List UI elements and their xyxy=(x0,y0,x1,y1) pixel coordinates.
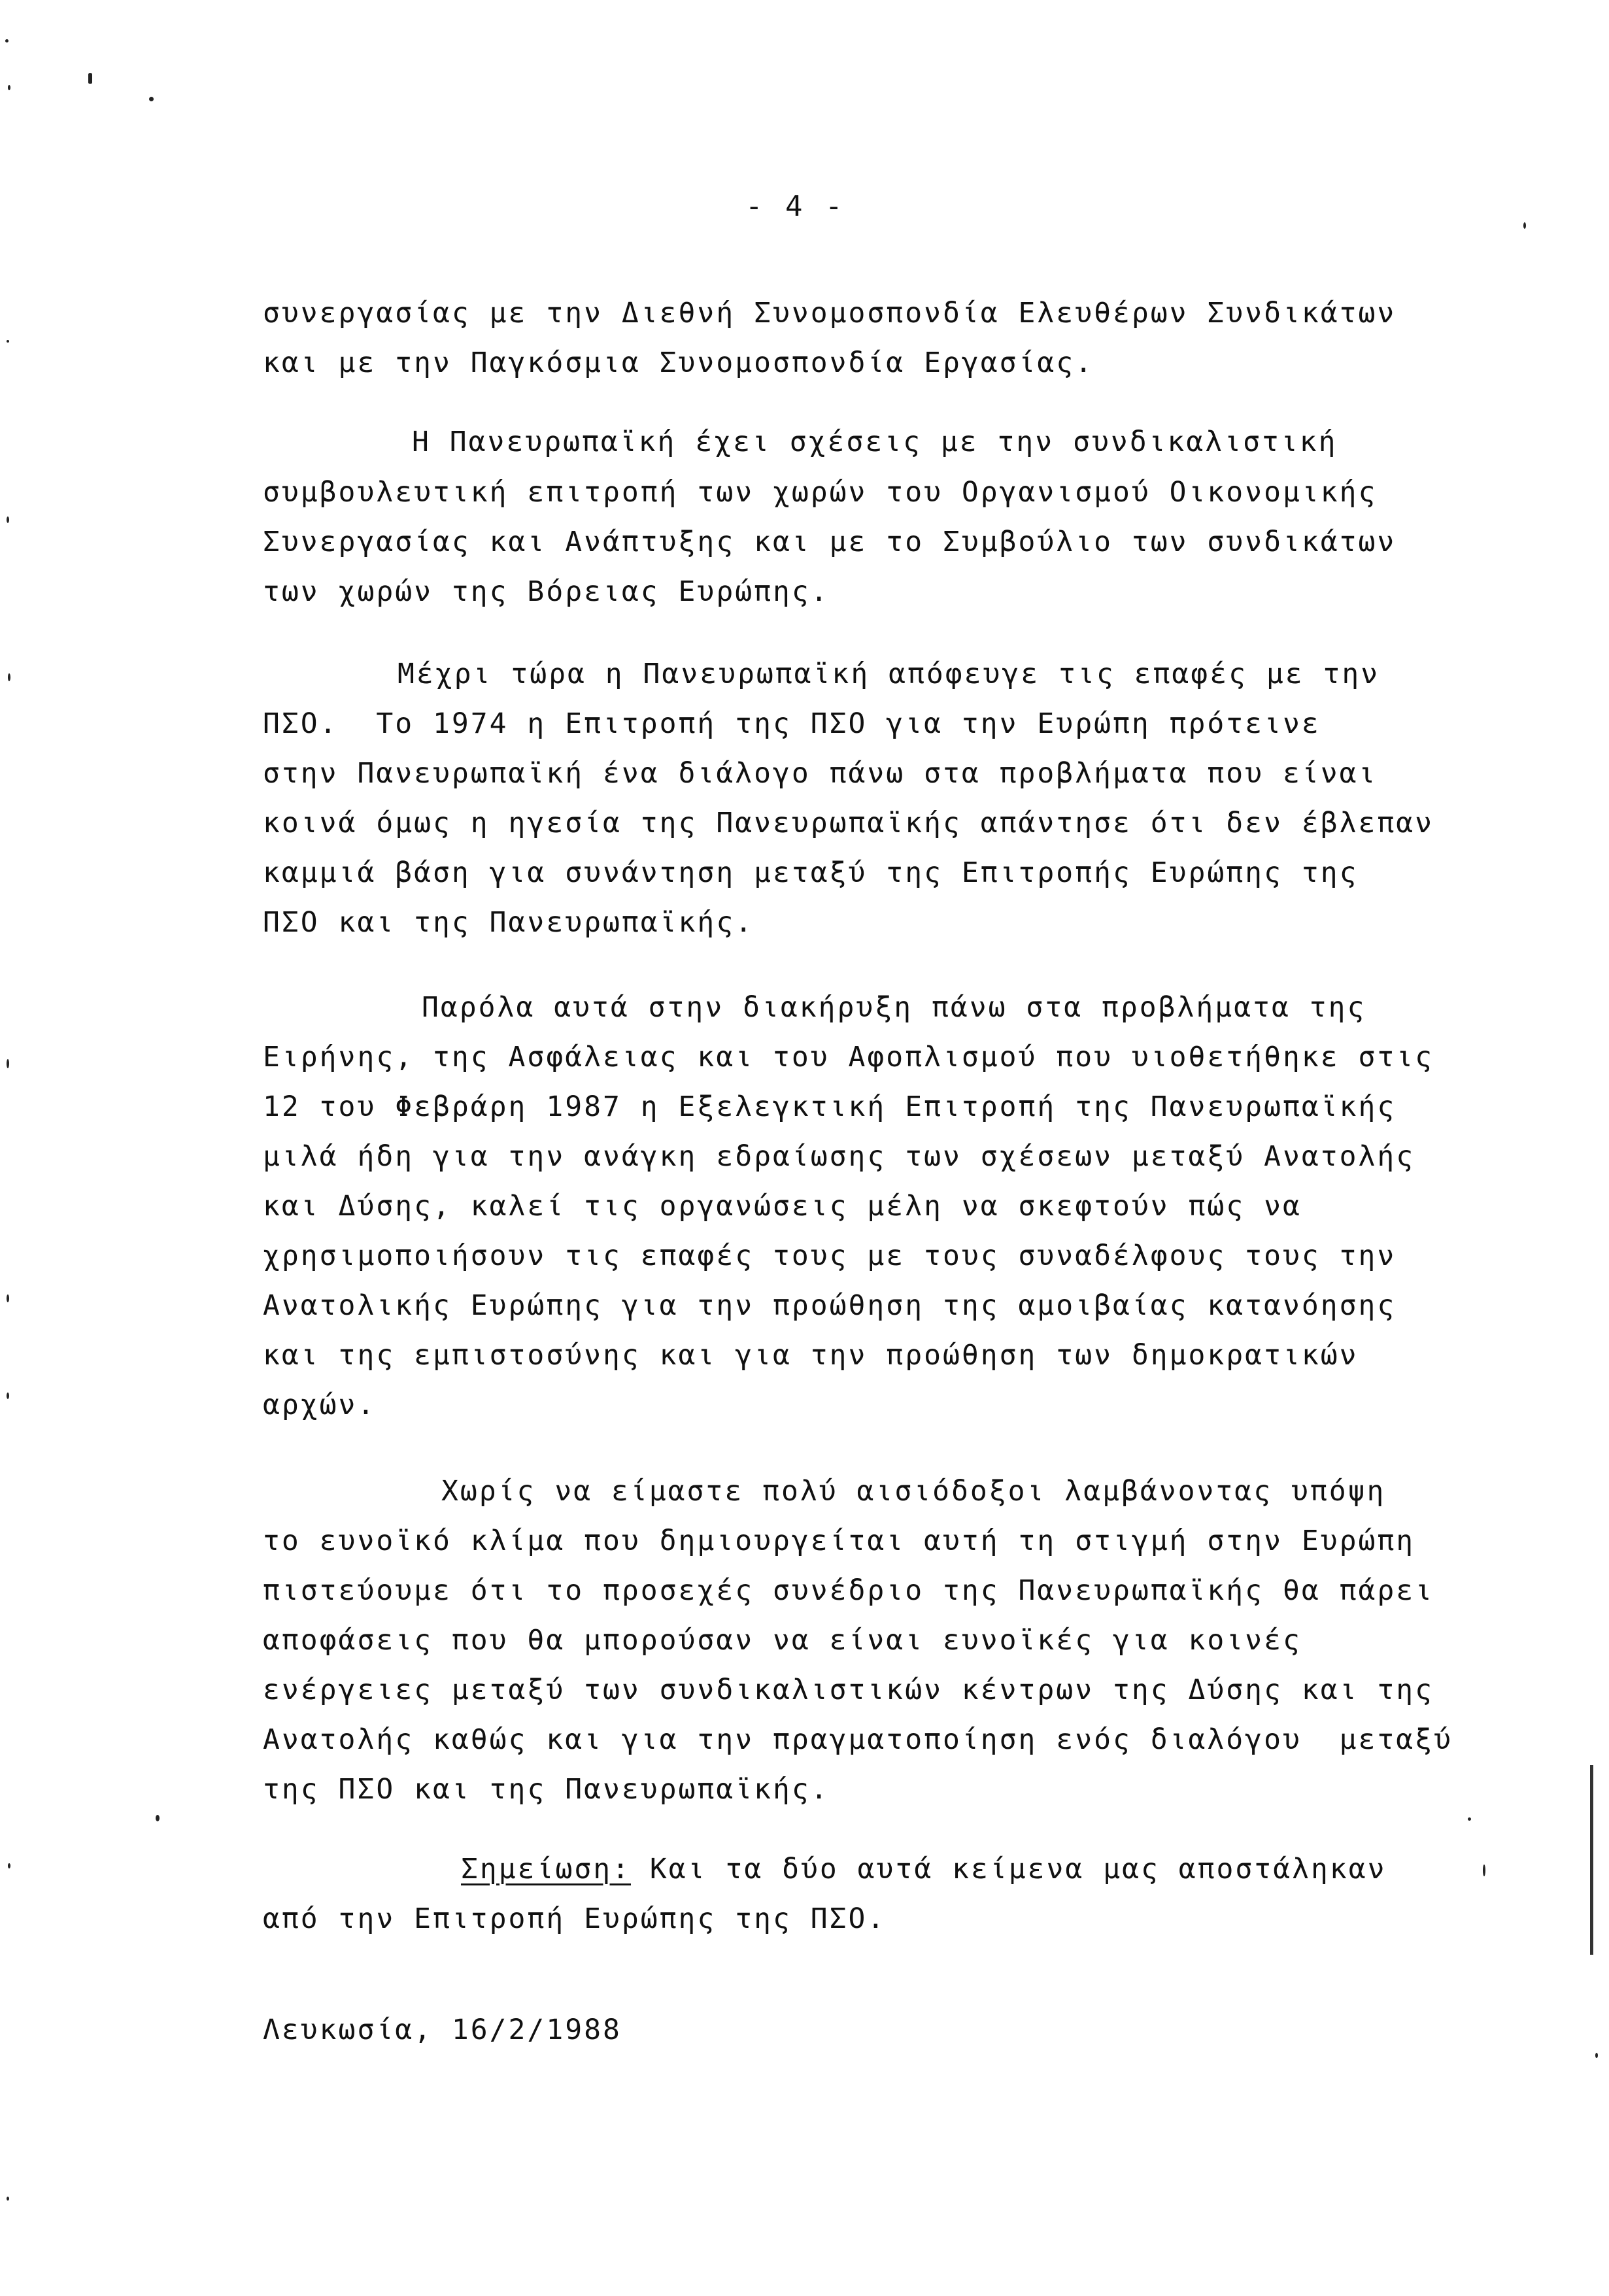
paragraph-4-line-8: και της εμπιστοσύνης και για την προώθηση των δημοκρατικών xyxy=(263,1339,1359,1372)
paragraph-5-line-6: Ανατολής καθώς και για την πραγματοποίηση ενός διαλόγου μεταξύ xyxy=(263,1723,1453,1756)
scan-speck xyxy=(8,673,10,681)
paragraph-2-line-4: των χωρών της Βόρειας Ευρώπης. xyxy=(263,575,830,608)
paragraph-3-line-2: ΠΣΟ. Το 1974 η Επιτροπή της ΠΣΟ για την Ευρώπη πρότεινε xyxy=(263,707,1321,740)
scan-speck xyxy=(88,73,92,84)
paragraph-5-line-3: πιστεύουμε ότι το προσεχές συνέδριο της Πανευρωπαϊκής θα πάρει xyxy=(263,1574,1434,1607)
paragraph-1-line-2: και με την Παγκόσμια Συνομοσπονδία Εργασίας. xyxy=(263,346,1094,379)
scan-speck xyxy=(1483,1865,1485,1876)
scan-speck xyxy=(7,1059,9,1068)
scan-speck xyxy=(7,1294,9,1302)
paragraph-4-line-2: Ειρήνης, της Ασφάλειας και του Αφοπλισμού που υιοθετήθηκε στις xyxy=(263,1041,1434,1073)
scan-speck xyxy=(156,1815,160,1821)
paragraph-3-line-3: στην Πανευρωπαϊκή ένα διάλογο πάνω στα προβλήματα που είναι xyxy=(263,757,1378,790)
paragraph-5-line-5: ενέργειες μεταξύ των συνδικαλιστικών κέντρων της Δύσης και της xyxy=(263,1674,1434,1706)
scan-speck xyxy=(7,1393,9,1399)
scan-speck xyxy=(5,39,8,42)
paragraph-4-line-9: αρχών. xyxy=(263,1389,377,1421)
scan-speck xyxy=(7,340,9,343)
place-date: Λευκωσία, 16/2/1988 xyxy=(263,2014,622,2046)
paragraph-2-line-1: Η Πανευρωπαϊκή έχει σχέσεις με την συνδικαλιστική xyxy=(412,426,1338,458)
scan-speck xyxy=(1523,222,1526,229)
scan-speck xyxy=(8,1863,10,1868)
scan-edge-mark xyxy=(1590,1765,1593,1955)
paragraph-4-line-1: Παρόλα αυτά στην διακήρυξη πάνω στα προβλήματα της xyxy=(422,991,1366,1024)
scan-speck xyxy=(1468,1817,1471,1821)
scan-speck xyxy=(7,2197,9,2201)
scan-speck xyxy=(7,516,9,523)
paragraph-3-line-1: Μέχρι τώρα η Πανευρωπαϊκή απόφευγε τις επαφές με την xyxy=(398,658,1380,690)
paragraph-3-line-5: καμμιά βάση για συνάντηση μεταξύ της Επιτροπής Ευρώπης της xyxy=(263,856,1359,889)
paragraph-3-line-4: κοινά όμως η ηγεσία της Πανευρωπαϊκής απάντησε ότι δεν έβλεπαν xyxy=(263,807,1434,839)
scan-speck xyxy=(149,97,154,101)
paragraph-4-line-7: Ανατολικής Ευρώπης για την προώθηση της αμοιβαίας κατανόησης xyxy=(263,1289,1397,1322)
paragraph-2-line-2: συμβουλευτική επιτροπή των χωρών του Οργανισμού Οικονομικής xyxy=(263,476,1378,509)
note-line-1 xyxy=(461,1855,1387,1883)
note-label: Σημείωση: xyxy=(461,1853,631,1885)
note-line-2: από την Επιτροπή Ευρώπης της ΠΣΟ. xyxy=(263,1902,887,1935)
page-number: - 4 - xyxy=(745,190,845,223)
paragraph-4-line-4: μιλά ήδη για την ανάγκη εδραίωσης των σχέσεων μεταξύ Ανατολής xyxy=(263,1140,1415,1173)
note-text-1: Και τα δύο αυτά κείμενα μας αποστάληκαν xyxy=(631,1853,1387,1885)
scan-speck xyxy=(8,85,10,90)
paragraph-5-line-1: Χωρίς να είμαστε πολύ αισιόδοξοι λαμβάνοντας υπόψη xyxy=(441,1475,1386,1508)
paragraph-4-line-5: και Δύσης, καλεί τις οργανώσεις μέλη να σκεφτούν πώς να xyxy=(263,1190,1302,1223)
paragraph-2-line-3: Συνεργασίας και Ανάπτυξης και με το Συμβούλιο των συνδικάτων xyxy=(263,526,1397,558)
scan-speck xyxy=(1595,2053,1598,2058)
paragraph-5-line-7: της ΠΣΟ και της Πανευρωπαϊκής. xyxy=(263,1773,830,1806)
paragraph-5-line-4: αποφάσεις που θα μπορούσαν να είναι ευνοϊκές για κοινές xyxy=(263,1624,1302,1657)
paragraph-4-line-6: χρησιμοποιήσουν τις επαφές τους με τους συναδέλφους τους την xyxy=(263,1240,1397,1272)
paragraph-3-line-6: ΠΣΟ και της Πανευρωπαϊκής. xyxy=(263,906,754,939)
paragraph-5-line-2: το ευνοϊκό κλίμα που δημιουργείται αυτή τη στιγμή στην Ευρώπη xyxy=(263,1525,1415,1557)
paragraph-4-line-3: 12 του Φεβράρη 1987 η Εξελεγκτική Επιτροπή της Πανευρωπαϊκής xyxy=(263,1090,1397,1123)
paragraph-1-line-1: συνεργασίας με την Διεθνή Συνομοσπονδία Ελευθέρων Συνδικάτων xyxy=(263,297,1397,329)
